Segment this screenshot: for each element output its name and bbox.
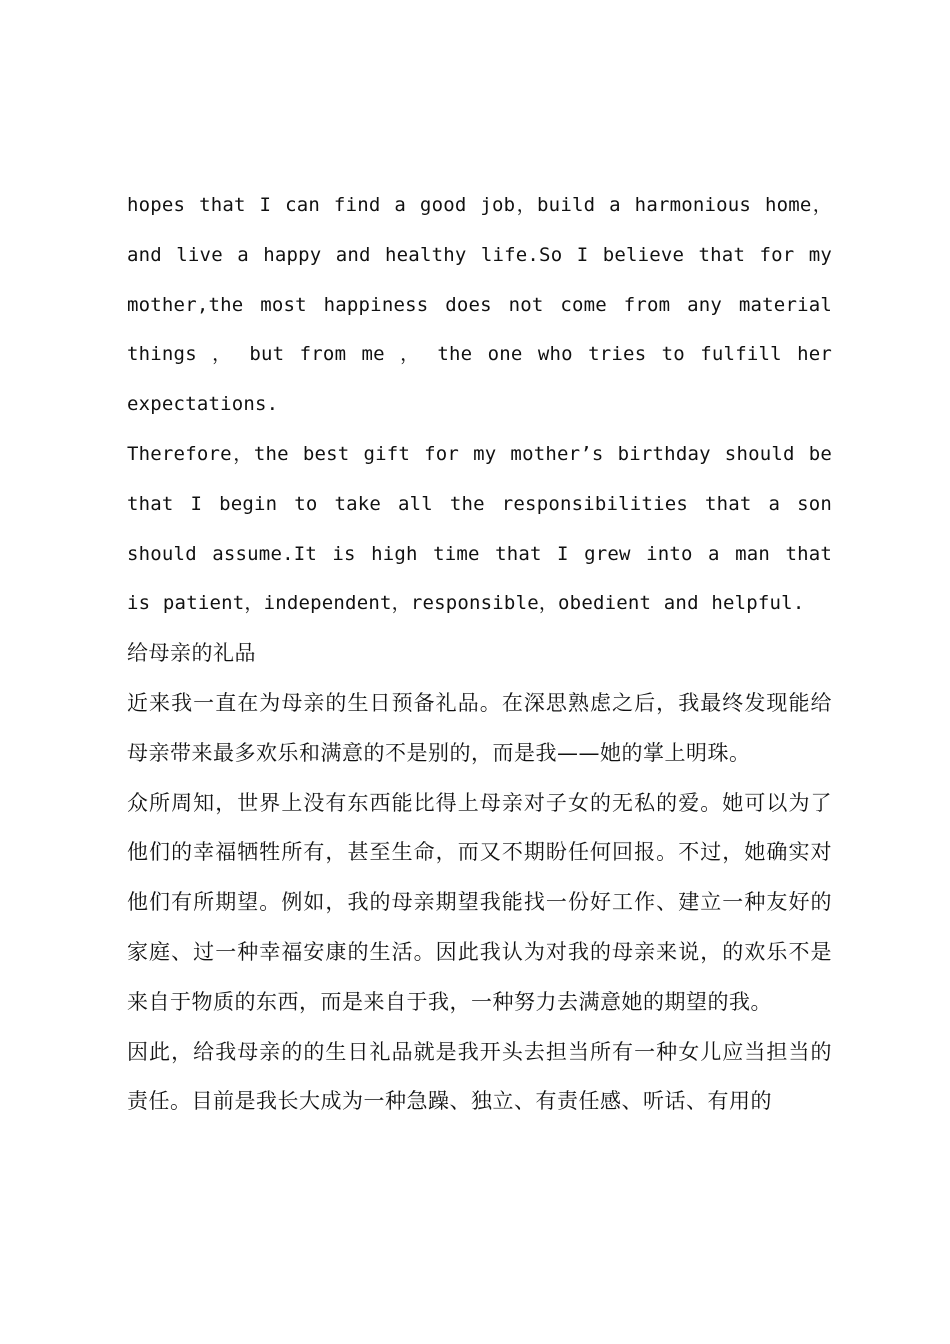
english-paragraph-2: Therefore，the best gift for my mother’s birthday should be that I begin to take all the responsibilities that a son should assume.It is high time that I grew into a man that is patient，independent，responsible，obedient and helpful. — [127, 442, 832, 615]
chinese-paragraph-1: 近来我一直在为母亲的生日预备礼品。在深思熟虑之后，我最终发现能给母亲带来最多欢乐和满意的不是别的，而是我——她的掌上明珠。 — [127, 690, 832, 765]
chinese-paragraph-3: 因此，给我母亲的的生日礼品就是我开头去担当所有一种女儿应当担当的责任。目前是我长大成为一种急躁、独立、有责任感、听话、有用的 — [127, 1039, 832, 1114]
chinese-paragraph-2: 众所周知，世界上没有东西能比得上母亲对子女的无私的爱。她可以为了他们的幸福牺牲所有，甚至生命，而又不期盼任何回报。不过，她确实对他们有所期望。例如，我的母亲期望我能找一份好工作、建立一种友好的家庭、过一种幸福安康的生活。因此我认为对我的母亲来说，的欢乐不是来自于物质的东西，而是来自于我，一种努力去满意她的期望的我。 — [127, 790, 832, 1014]
chinese-title: 给母亲的礼品 — [127, 641, 256, 666]
document-page — [127, 181, 832, 1127]
english-paragraph-1: hopes that I can find a good job，build a harmonious home，and live a happy and healthy life.So I believe that for my mother,the most happiness does not come from any material things ， but from me ， the one who tries to fulfill her expectations. — [127, 194, 832, 416]
